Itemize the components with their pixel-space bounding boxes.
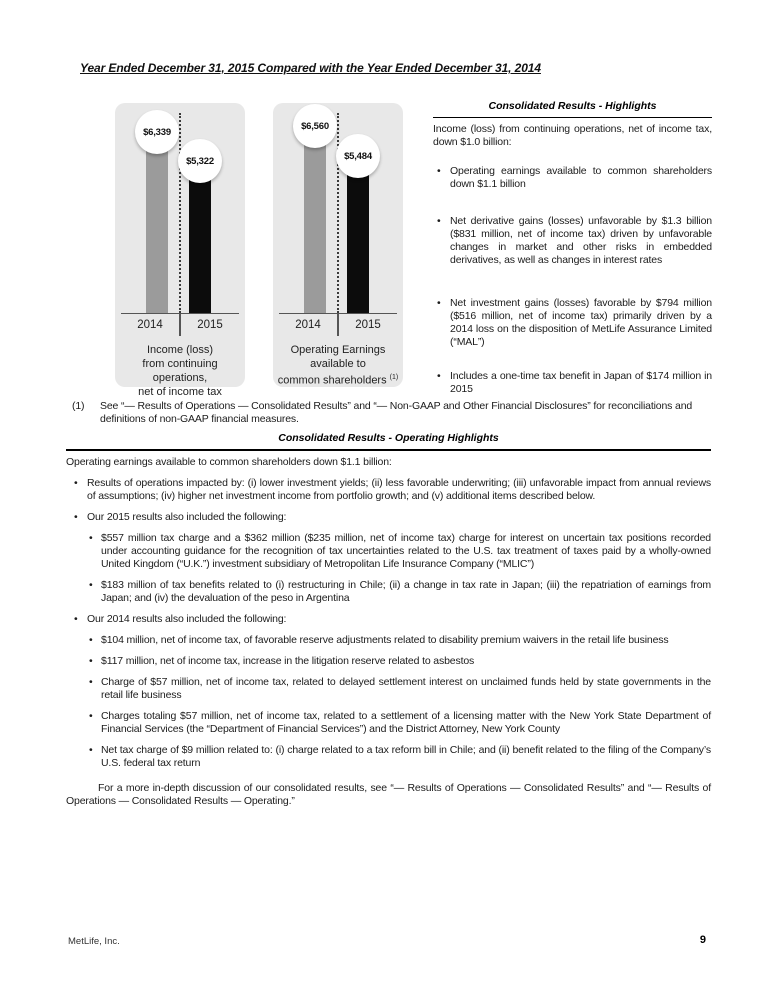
bullet-icon: • [437, 165, 441, 177]
bullet-icon: • [74, 613, 78, 625]
caption-text: common shareholders [277, 374, 387, 387]
value-bubble: $6,339 [135, 110, 179, 154]
bullet-text: Charge of $57 million, net of income tax, related to delayed settlement interest on unclaimed funds held by state governments in the retail life business [101, 676, 711, 701]
x-tick-2015: 2015 [179, 314, 239, 336]
bullet-icon: • [89, 655, 93, 667]
highlight-bullet [433, 370, 712, 396]
bullet-text: $557 million tax charge and a $362 million ($235 million, net of income tax) charge for interest on uncertain tax positions recorded under accounting guidance for the recognition of tax uncertainties related to the U.S. tax treatment of taxes paid by a wholly-owned United Kingdom (“U.K.”) investment subsidiary of Metropolitan Life Insurance Company (“MLIC”) [101, 532, 711, 570]
caption-line: from continuing operations, [142, 358, 218, 384]
operating-section [66, 432, 711, 808]
bar-2015 [347, 156, 369, 313]
bullet-icon: • [74, 511, 78, 523]
bullet-text: Results of operations impacted by: (i) lower investment yields; (ii) less favorable underwriting; (iii) unfavorable impact from annual reviews of assumptions; (iv) higher net investment income from portfolio growth; and (v) additional items described below. [87, 477, 711, 502]
footnote-text: See “— Results of Operations — Consolidated Results” and “— Non-GAAP and Other Financial Disclosures” for reconciliations and definitions of non-GAAP financial measures. [100, 400, 693, 425]
value-bubble: $5,484 [336, 134, 380, 178]
bullet-text: Our 2014 results also included the following: [87, 613, 287, 625]
footnote [72, 400, 712, 426]
operating-sub-bullet [89, 532, 711, 571]
caption-line [273, 371, 403, 388]
operating-sub-bullet [89, 710, 711, 736]
chart-caption [273, 343, 403, 388]
operating-bullet [66, 613, 711, 626]
bullet-icon: • [89, 532, 93, 544]
bullet-text: $183 million of tax benefits related to (i) restructuring in Chile; (ii) a change in tax rate in Japan; (iii) the repatriation of earnings from Japan; and (iv) the devaluation of the peso in Argentina [101, 579, 711, 604]
bullet-text: Net derivative gains (losses) unfavorable by $1.3 billion ($831 million, net of income tax) driven by unfavorable changes in market and other risks in embedded derivatives, as well as changes in interest rates [450, 215, 712, 266]
operating-rule [66, 449, 711, 451]
bullet-icon: • [74, 477, 78, 489]
footnote-ref: (1) [389, 374, 399, 381]
bullet-icon: • [89, 744, 93, 756]
footnote-marker: (1) [72, 400, 85, 412]
caption-line: Operating Earnings [290, 344, 386, 356]
bullet-text: $117 million, net of income tax, increase in the litigation reserve related to asbestos [101, 655, 475, 667]
bar-group-2014 [135, 110, 179, 313]
highlight-bullet [433, 297, 712, 349]
closing-paragraph: For a more in-depth discussion of our consolidated results, see “— Results of Operations — Consolidated Results” and “— Results of Operations — Consolidated Results — Operating.” [66, 782, 711, 807]
footer-page-number: 9 [699, 934, 706, 946]
chart-operating-plot-area [279, 113, 397, 314]
bullet-text: Our 2015 results also included the following: [87, 511, 287, 523]
caption-line: available to [310, 358, 366, 370]
bullet-text: Net tax charge of $9 million related to: (i) charge related to a tax reform bill in Chile; and (ii) benefit related to the filing of the Company’s U.S. federal tax return [101, 744, 711, 769]
x-tick-2014: 2014 [137, 319, 163, 331]
highlights-intro: Income (loss) from continuing operations, net of income tax, down $1.0 billion: [433, 123, 712, 148]
bullet-icon: • [89, 579, 93, 591]
operating-sub-bullet [89, 676, 711, 702]
highlight-bullet [433, 165, 712, 191]
operating-intro: Operating earnings available to common shareholders down $1.1 billion: [66, 456, 392, 468]
highlights-header: Consolidated Results - Highlights [488, 100, 657, 112]
bar-group-2015 [178, 139, 222, 313]
bullet-text: Charges totaling $57 million, net of income tax, related to a settlement of a licensing matter with the New York State Department of Financial Services (the “Department of Financial Services”) and the District Attorney, New York County [101, 710, 711, 735]
operating-bullet [66, 511, 711, 524]
bullet-text: Operating earnings available to common shareholders down $1.1 billion [450, 165, 712, 190]
bullet-icon: • [89, 676, 93, 688]
chart-income-loss [115, 103, 245, 398]
x-axis [121, 314, 239, 336]
x-tick-2015: 2015 [337, 314, 397, 336]
bullet-text: $104 million, net of income tax, of favorable reserve adjustments related to disability premium waivers in the retail life business [101, 634, 669, 646]
bullet-icon: • [89, 634, 93, 646]
bullet-icon: • [89, 710, 93, 722]
bar-group-2014 [293, 104, 337, 313]
charts-row [115, 103, 403, 398]
operating-sub-bullet [89, 634, 711, 647]
operating-sub-bullet [89, 744, 711, 770]
bar-2014 [304, 126, 326, 313]
chart-caption [115, 343, 245, 399]
x-tick-2014: 2014 [295, 319, 321, 331]
bar-2015 [189, 161, 211, 313]
caption-line: net of income tax [138, 386, 222, 398]
operating-sub-bullet [89, 579, 711, 605]
chart-income-plot-area [121, 113, 239, 314]
bullet-text: Net investment gains (losses) favorable by $794 million ($516 million, net of income tax) primarily driven by a 2014 loss on the disposition of MetLife Assurance Limited (“MAL”) [450, 297, 712, 348]
value-bubble: $5,322 [178, 139, 222, 183]
chart-operating-earnings [273, 103, 403, 387]
x-axis [279, 314, 397, 336]
highlights-column [433, 100, 712, 396]
highlights-rule [433, 117, 712, 118]
operating-sub-bullet [89, 655, 711, 668]
bar-group-2015 [336, 134, 380, 313]
operating-bullet [66, 477, 711, 503]
bullet-icon: • [437, 297, 441, 309]
caption-line: Income (loss) [146, 344, 214, 356]
highlight-bullet [433, 215, 712, 267]
operating-header: Consolidated Results - Operating Highlights [278, 432, 499, 444]
bullet-icon: • [437, 370, 441, 382]
bullet-text: Includes a one-time tax benefit in Japan of $174 million in 2015 [450, 370, 712, 395]
value-bubble: $6,560 [293, 104, 337, 148]
footer-company: MetLife, Inc. [68, 936, 120, 947]
page-title: Year Ended December 31, 2015 Compared with the Year Ended December 31, 2014 [80, 61, 541, 75]
bullet-icon: • [437, 215, 441, 227]
bar-2014 [146, 132, 168, 313]
